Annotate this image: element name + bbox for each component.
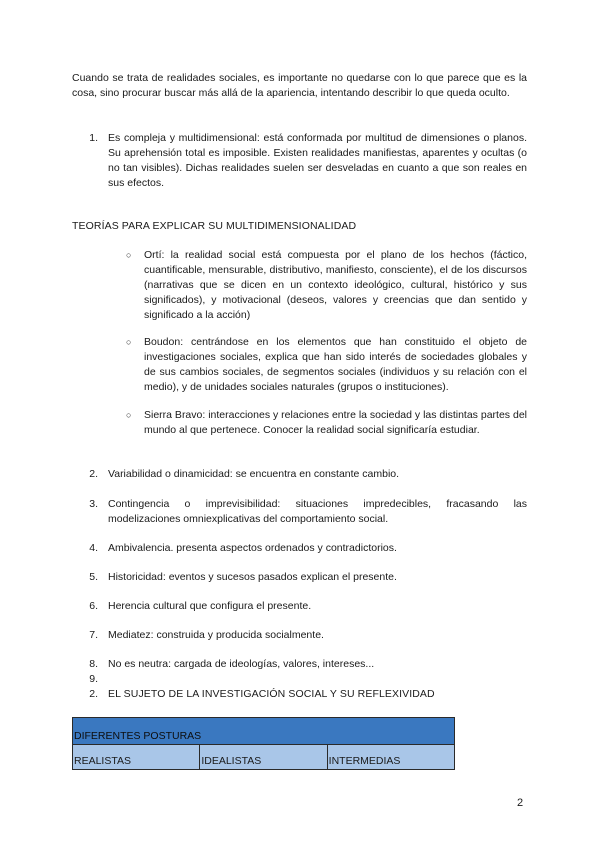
list-item-text: Variabilidad o dinamicidad: se encuentra en constante cambio. [108,468,400,480]
list-number: 7. [89,629,98,641]
theory-text: Ortí: la realidad social está compuesta por el plano de los hechos (fáctico, cuantificable, mensurable, distributivo, manifiesto, consciente), el de los discursos (narrativas que se dicen en un contexto ideológico, cultural, histórico y sus significados), y motivacional (deseos, valores y creencias que dan sentido y significado a la acción) [144,249,527,321]
table-cell-realistas: REALISTAS [73,745,200,770]
list-number: 8. [89,658,98,670]
list-item-text: Es compleja y multidimensional: está conformada por multitud de dimensiones o planos. Su aprehensión total es imposible. Existen realidades manifiestas, aparentes y ocultas (o no tan visibles). Dichas realidades suelen ser desveladas en cuanto a que son reales en sus efectos. [108,132,527,189]
list-item-text: Mediatez: construida y producida socialmente. [108,629,324,641]
postures-table [72,717,455,770]
list-number: 9. [89,673,98,685]
bullet-circle-icon: ○ [126,410,132,420]
list-number: 1. [89,132,98,144]
list-item-text: No es neutra: cargada de ideologías, valores, intereses... [108,658,375,670]
list-number: 2. [89,468,98,480]
theory-text: Boudon: centrándose en los elementos que han constituido el objeto de investigaciones sociales, explica que han sido interés de sociedades globales y de sus cambios sociales, de segmentos sociales (individuos y su relación con el medio), y de unidades sociales naturales (grupos o instituciones). [144,336,527,393]
table-cell-intermedias: INTERMEDIAS [327,745,454,770]
bullet-circle-icon: ○ [126,337,132,347]
list-number: 3. [89,498,98,510]
table-cell-idealistas: IDEALISTAS [200,745,327,770]
table-row [73,745,455,770]
list-item-text: Contingencia o imprevisibilidad: situaciones impredecibles, fracasando las modelizaciones omniexplicativas del comportamiento social. [108,498,527,525]
list-number: 5. [89,571,98,583]
section-title: EL SUJETO DE LA INVESTIGACIÓN SOCIAL Y SU REFLEXIVIDAD [108,688,435,700]
list-number: 4. [89,542,98,554]
list-item-text: Ambivalencia. presenta aspectos ordenados y contradictorios. [108,542,397,554]
list-number: 6. [89,600,98,612]
page-number: 2 [517,797,524,809]
bullet-circle-icon: ○ [126,250,132,260]
list-number: 2. [89,688,98,700]
table-header-row [73,718,455,745]
intro-paragraph: Cuando se trata de realidades sociales, es importante no quedarse con lo que parece que es la cosa, sino procurar buscar más allá de la apariencia, intentando describir lo que queda oculto. [72,72,527,99]
table-header-cell: DIFERENTES POSTURAS [73,718,455,745]
theory-text: Sierra Bravo: interacciones y relaciones entre la sociedad y las distintas partes del mundo al que pertenece. Conocer la realidad social significaría estudiar. [144,409,527,436]
list-item-text: Historicidad: eventos y sucesos pasados explican el presente. [108,571,397,583]
list-item-text: Herencia cultural que configura el presente. [108,600,312,612]
section-heading: TEORÍAS PARA EXPLICAR SU MULTIDIMENSIONALIDAD [72,220,357,232]
